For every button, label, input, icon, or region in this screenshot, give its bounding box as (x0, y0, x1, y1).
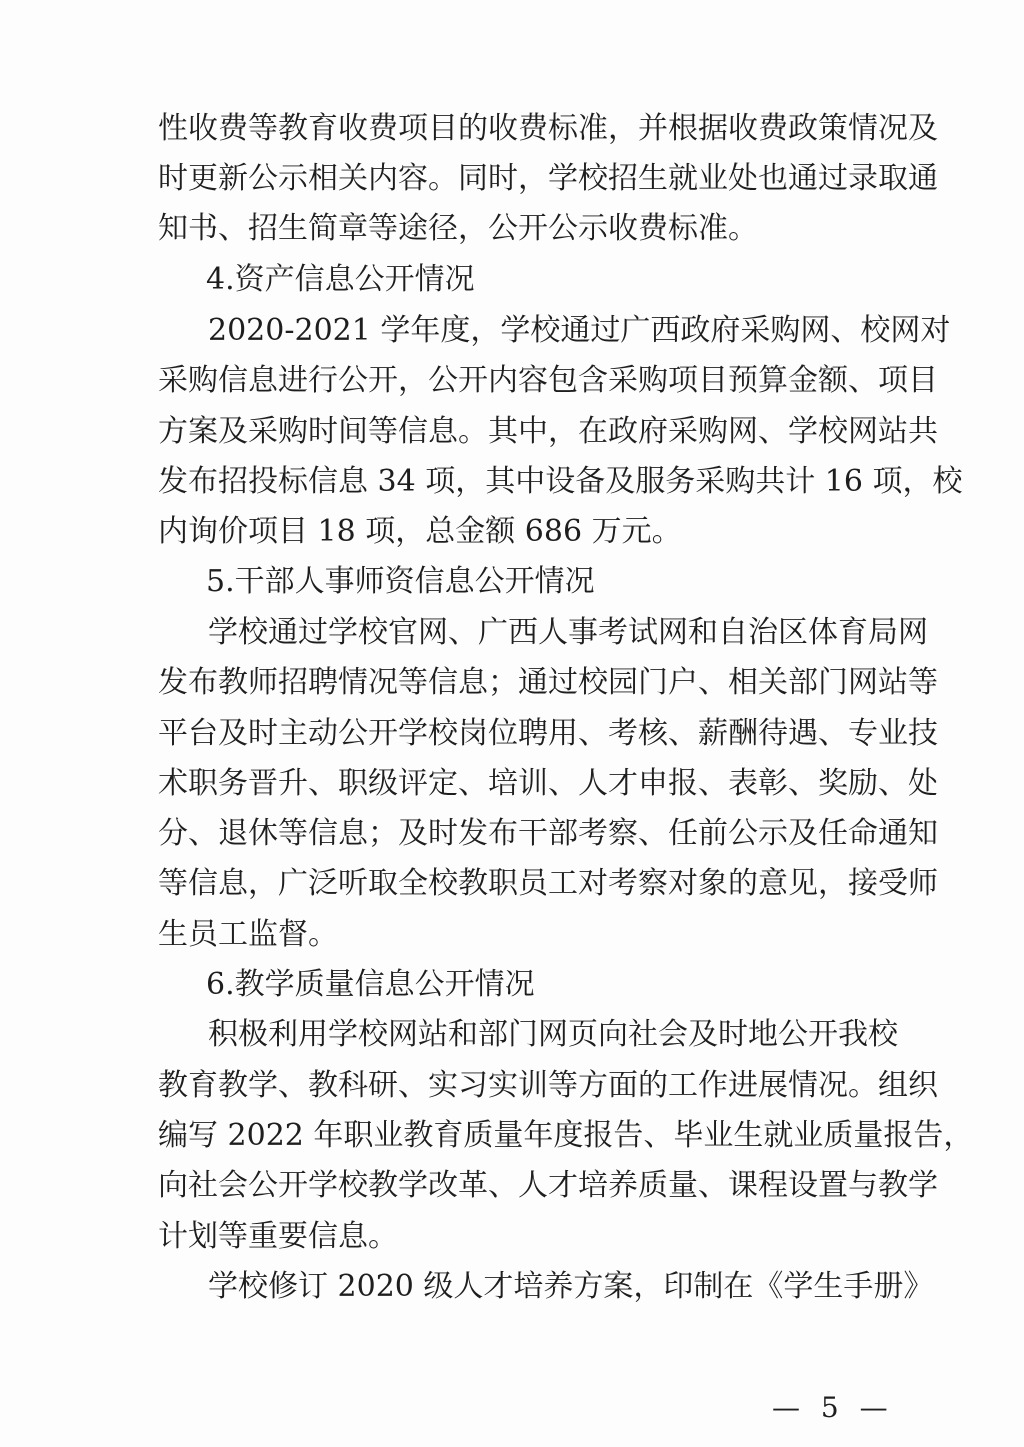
body-text: 积极利用学校网站和部门网页向社会及时地公开我校 (208, 1017, 898, 1052)
body-text: 采购信息进行公开，公开内容包含采购项目预算金额、项目 (158, 363, 938, 398)
body-text: 内询价项目 18 项，总金额 686 万元。 (158, 514, 682, 549)
text-line (0, 106, 1024, 152)
text-line (0, 610, 1024, 656)
text-line (0, 1264, 1024, 1310)
body-text: 等信息，广泛听取全校教职员工对考察对象的意见，接受师 (158, 866, 938, 901)
body-text: 生员工监督。 (158, 917, 338, 952)
text-line (0, 761, 1024, 807)
body-text: 分、退休等信息；及时发布干部考察、任前公示及任命通知 (158, 816, 938, 851)
body-text: 学校通过学校官网、广西人事考试网和自治区体育局网 (208, 615, 928, 650)
section-heading-text: 5.干部人事师资信息公开情况 (206, 564, 595, 599)
body-text: 平台及时主动公开学校岗位聘用、考核、薪酬待遇、专业技 (158, 716, 938, 751)
body-text: 时更新公示相关内容。同时，学校招生就业处也通过录取通 (158, 161, 938, 196)
text-line (0, 1113, 1024, 1159)
text-line (0, 912, 1024, 958)
body-text: 计划等重要信息。 (158, 1219, 398, 1254)
section-heading-text: 4.资产信息公开情况 (206, 262, 475, 297)
text-line (0, 861, 1024, 907)
text-line (0, 1012, 1024, 1058)
body-text: 教育教学、教科研、实习实训等方面的工作进展情况。组织 (158, 1068, 938, 1103)
section-heading (0, 559, 1024, 605)
body-text: 发布教师招聘情况等信息；通过校园门户、相关部门网站等 (158, 665, 938, 700)
body-text: 知书、招生简章等途径，公开公示收费标准。 (158, 211, 758, 246)
body-text: 术职务晋升、职级评定、培训、人才申报、表彰、奖励、处 (158, 766, 938, 801)
text-line (0, 156, 1024, 202)
text-line (0, 1214, 1024, 1260)
text-line (0, 711, 1024, 757)
section-heading (0, 257, 1024, 303)
text-line (0, 409, 1024, 455)
body-text: 方案及采购时间等信息。其中，在政府采购网、学校网站共 (158, 414, 938, 449)
text-line (0, 308, 1024, 354)
text-line (0, 509, 1024, 555)
section-heading (0, 962, 1024, 1008)
text-line (0, 206, 1024, 252)
text-line (0, 660, 1024, 706)
body-text: 发布招投标信息 34 项，其中设备及服务采购共计 16 项，校 (158, 464, 963, 499)
body-text: 向社会公开学校教学改革、人才培养质量、课程设置与教学 (158, 1168, 938, 1203)
body-text: 2020-2021 学年度，学校通过广西政府采购网、校网对 (208, 313, 951, 348)
body-text: 性收费等教育收费项目的收费标准，并根据收费政策情况及 (158, 111, 938, 146)
body-text: 编写 2022 年职业教育质量年度报告、毕业生就业质量报告， (158, 1118, 974, 1153)
body-text: 学校修订 2020 级人才培养方案，印制在《学生手册》 (208, 1269, 934, 1304)
text-line (0, 1063, 1024, 1109)
text-line (0, 811, 1024, 857)
text-line (0, 1163, 1024, 1209)
section-heading-text: 6.教学质量信息公开情况 (206, 967, 535, 1002)
text-line (0, 358, 1024, 404)
page-number: — 5 — (772, 1391, 894, 1424)
text-line (0, 459, 1024, 505)
